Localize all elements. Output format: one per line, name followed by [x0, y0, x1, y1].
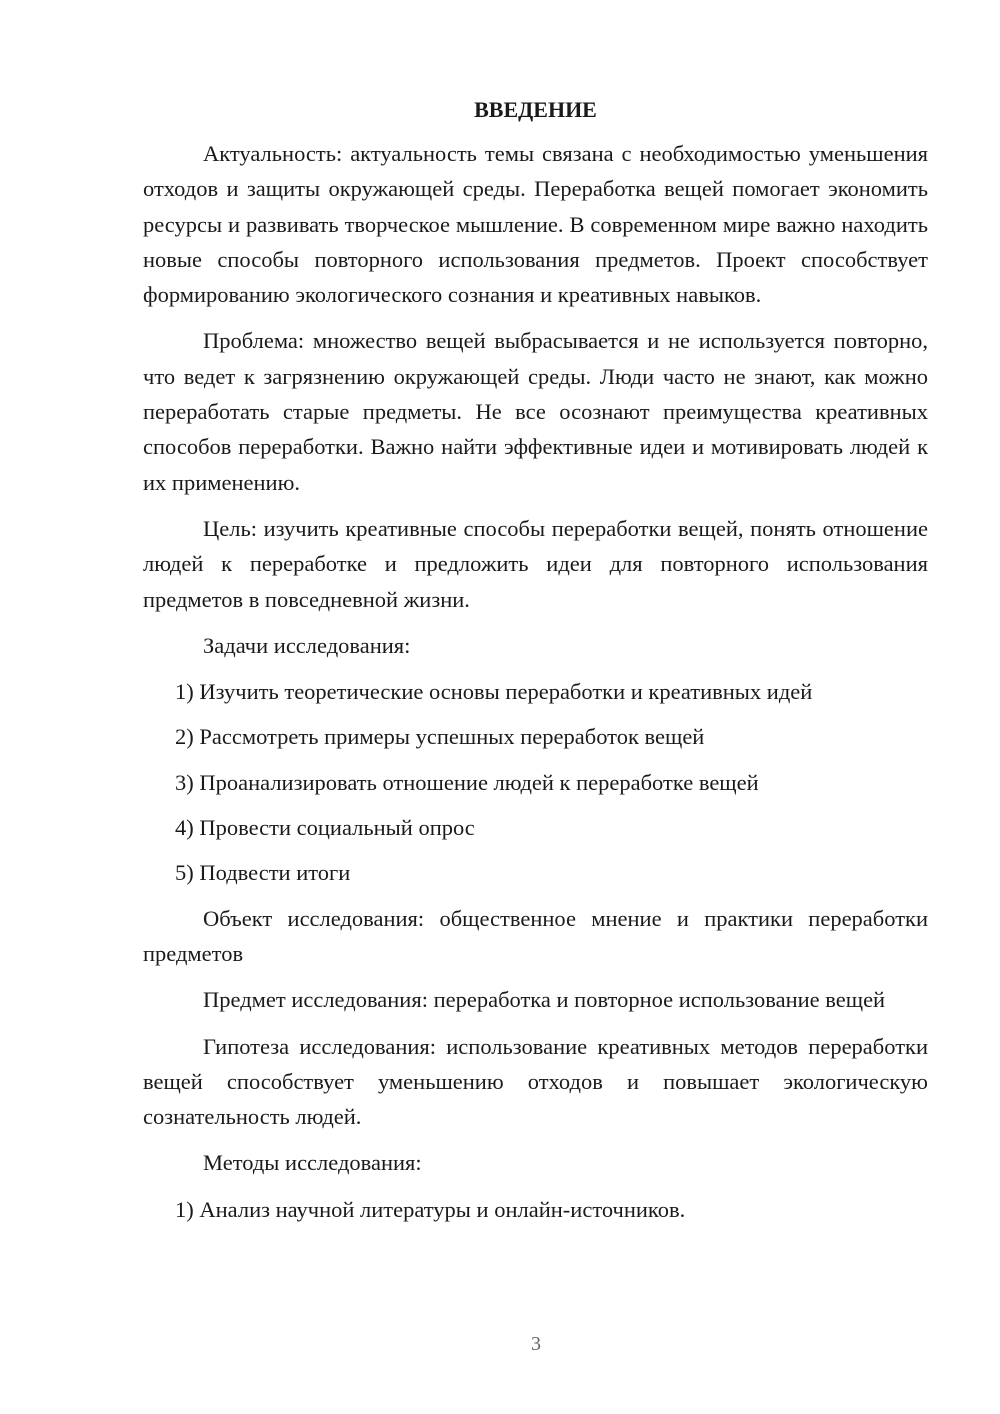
page-number: 3 [531, 1333, 541, 1355]
goal-paragraph: Цель: изучить креативные способы переработки вещей, понять отношение людей к переработке и предложить идеи для повторного использования предметов в повседневной жизни. [143, 515, 928, 612]
list-item: 5) Подвести итоги [175, 860, 351, 886]
section-heading: ВВЕДЕНИЕ [474, 97, 597, 122]
list-item: 2) Рассмотреть примеры успешных переработок вещей [175, 724, 705, 750]
list-item: 1) Анализ научной литературы и онлайн-источников. [175, 1196, 686, 1222]
object-paragraph: Объект исследования: общественное мнение и практики переработки предметов [143, 905, 928, 966]
methods-list [143, 1192, 928, 1227]
methods-title: Методы исследования: [203, 1150, 422, 1176]
relevance-paragraph: Актуальность: актуальность темы связана с необходимостью уменьшения отходов и защиты окружающей среды. Переработка вещей помогает экономить ресурсы и развивать творческое мышление. В современном мире важно находить новые способы повторного использования предметов. Проект способствует формированию экологического сознания и креативных навыков. [143, 141, 928, 308]
hypothesis-paragraph: Гипотеза исследования: использование креативных методов переработки вещей способствует уменьшению отходов и повышает экологическую сознательность людей. [143, 1033, 928, 1130]
tasks-list [143, 674, 928, 890]
problem-paragraph: Проблема: множество вещей выбрасывается и не используется повторно, что ведет к загрязнению окружающей среды. Люди часто не знают, как можно переработать старые предметы. Не все осознают преимущества креативных способов переработки. Важно найти эффективные идеи и мотивировать людей к их применению. [143, 328, 928, 495]
tasks-title: Задачи исследования: [203, 632, 411, 658]
list-item: 3) Проанализировать отношение людей к переработке вещей [175, 769, 759, 795]
document-page [143, 92, 928, 1237]
subject-paragraph: Предмет исследования: переработка и повторное использование вещей [203, 987, 886, 1013]
list-item: 4) Провести социальный опрос [175, 815, 475, 841]
list-item: 1) Изучить теоретические основы переработки и креативных идей [175, 679, 813, 705]
